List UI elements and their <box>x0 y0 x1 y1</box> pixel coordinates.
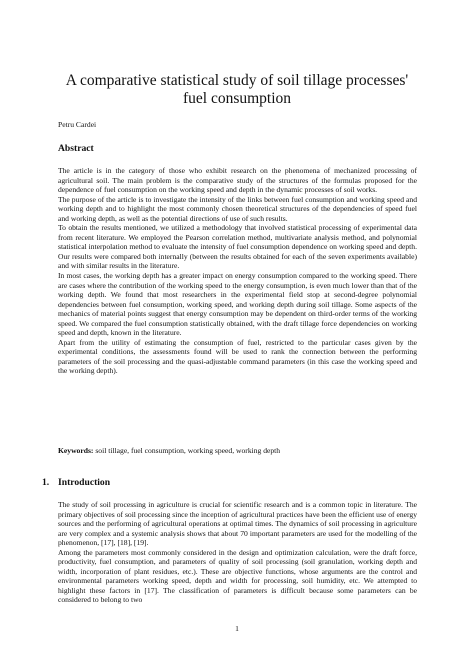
abstract-paragraph: Apart from the utility of estimating the consumption of fuel, restricted to the particular cases given by the experimental conditions, the assessments found will be used to rank the connection between the performing parameters of the soil processing and the quasi-adjustable command parameters (in this case the working speed and the working depth). <box>58 337 417 376</box>
abstract-paragraph: The purpose of the article is to investigate the intensity of the links between fuel consumption and working speed and working depth and to highlight the most commonly chosen theoretical structures of the dependencies of speed fuel and working depth, as well as the potential directions of use of such results. <box>58 194 417 223</box>
abstract-paragraph: The article is in the category of those who exhibit research on the phenomena of mechanized processing of agricultural soil. The main problem is the comparative study of the structures of the formulas proposed for the dependence of fuel consumption on the working speed and depth in the dynamic processes of soil works. <box>58 166 417 195</box>
introduction-paragraph: The study of soil processing in agriculture is crucial for scientific research and is a common topic in literature. The primary objectives of soil processing since the inception of agricultural practices have been the efficient use of energy sources and the performing of agricultural operations at optimal times. The dynamics of soil processing in agriculture are very complex and a systemic analysis shows that about 70 important parameters are used for the modelling of the phenomenon, [17], [18], [19]. <box>58 500 417 548</box>
introduction-paragraph: Among the parameters most commonly considered in the design and optimization calculation, were the draft force, productivity, fuel consumption, and parameters of quality of soil processing (soil granulation, working depth and width, incorporation of plant residues, etc.). These are objective functions, whose arguments are the control and environmental parameters working speed, depth and width for processing, soil humidity, etc. We attempted to highlight these factors in [17]. The classification of parameters is difficult because some parameters can be considered to belong to two <box>58 547 417 605</box>
abstract-paragraph: In most cases, the working depth has a greater impact on energy consumption compared to the working speed. There are cases where the contribution of the working speed to the energy consumption, is even much lower than that of the working depth. We found that most researchers in the experimental field stop at second-degree polynomial dependencies between fuel consumption, working speed, and working depth during soil tillage. Some aspects of the mechanics of material points suggest that energy consumption may be dependent on third-order terms of the working speed. We compared the fuel consumption statistically obtained, with the draft tillage force dependencies on working speed and depth, known in the literature. <box>58 271 417 338</box>
introduction-heading <box>42 477 110 488</box>
keywords-label: Keywords: <box>58 446 94 455</box>
keywords-line <box>58 446 417 456</box>
section-number: 1. <box>42 477 50 488</box>
author-name: Petru Cardei <box>58 120 97 129</box>
keywords-text: soil tillage, fuel consumption, working speed, working depth <box>93 446 281 455</box>
abstract-body <box>58 166 417 376</box>
paper-title: A comparative statistical study of soil tillage processes' fuel consumption <box>65 72 409 107</box>
page-number: 1 <box>235 624 239 633</box>
section-title: Introduction <box>58 477 111 488</box>
abstract-paragraph: To obtain the results mentioned, we utilized a methodology that involved statistical processing of experimental data from recent literature. We employed the Pearson correlation method, multivariate analysis method, and polynomial statistical interpolation method to evaluate the intensity of fuel consumption dependence on working speed and depth. Our results were compared both internally (between the results obtained for each of the seven experiments available) and with similar results in the literature. <box>58 223 417 271</box>
introduction-body <box>58 500 417 605</box>
abstract-heading: Abstract <box>58 143 94 154</box>
